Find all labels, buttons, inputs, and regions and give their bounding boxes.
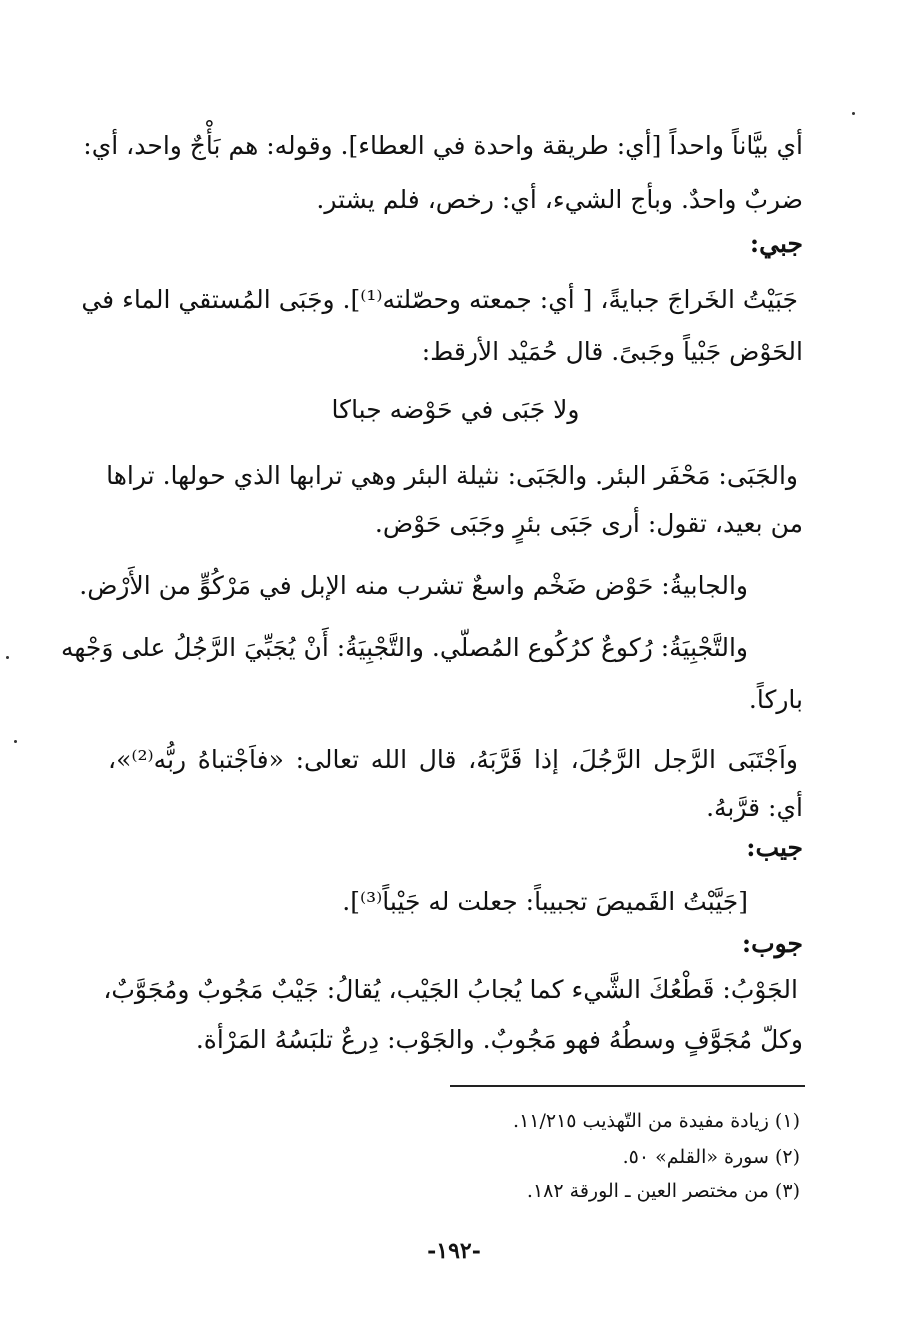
- footnote-separator: [450, 1085, 805, 1087]
- scan-speck: [852, 112, 855, 115]
- text-line: جَبَيْتُ الخَراجَ جبايةً، [ أي: جمعته وحصّلته⁽¹⁾]. وجَبَى المُستقي الماء في: [81, 285, 798, 314]
- entry-heading: جوب:: [741, 929, 803, 958]
- scan-speck: [6, 656, 9, 659]
- footnote: (١) زيادة مفيدة من التّهذيب ١١/٢١٥.: [513, 1110, 800, 1132]
- scan-speck: [14, 740, 17, 743]
- text-line: من بعيد، تقول: أرى جَبَى بئرٍ وجَبَى حَوْض.: [374, 509, 803, 538]
- text-line: والتَّجْبِيَةُ: رُكوعٌ كرُكُوع المُصلّي. والتَّجْبِيَةُ: أَنْ يُجَبِّيَ الرَّجُلُ على وَجْهه: [61, 633, 748, 662]
- text-line: أي بيَّاناً واحداً [أي: طريقة واحدة في العطاء]. وقوله: هم بَأْجٌ واحد، أي:: [83, 131, 803, 160]
- text-line: ضربٌ واحدٌ. وبأج الشيء، أي: رخص، فلم يشتر.: [316, 185, 803, 214]
- text-line: [جَيَّبْتُ القَميصَ تجبيباً: جعلت له جَيْباً⁽³⁾].: [342, 887, 748, 916]
- text-line: الحَوْض جَبْياً وجَبىً. قال حُمَيْد الأرقط:: [421, 337, 803, 366]
- entry-heading: جيب:: [746, 833, 803, 862]
- text-line: والجابيةُ: حَوْض ضَخْم واسعٌ تشرب منه الإبل في مَرْكُوٍّ من الأَرْض.: [79, 571, 748, 600]
- footnote: (٣) من مختصر العين ـ الورقة ١٨٢.: [526, 1180, 800, 1202]
- text-line: واَجْتَبَى الرَّجل الرَّجُلَ، إذا قَرَّبَهُ، قال الله تعالى: «فاَجْتباهُ ربُّه⁽²⁾»،: [108, 745, 798, 774]
- entry-heading: جبي:: [749, 229, 803, 258]
- footnote: (٢) سورة «القلم» ٥٠.: [622, 1146, 800, 1168]
- text-line: الجَوْبُ: قَطْعُكَ الشَّيء كما يُجابُ الجَيْب، يُقالُ: جَيْبٌ مَجُوبٌ ومُجَوَّبٌ،: [103, 975, 798, 1004]
- text-line: باركاً.: [748, 685, 803, 714]
- text-line: وكلّ مُجَوَّفٍ وسطُهُ فهو مَجُوبٌ. والجَوْب: دِرعٌ تلبَسُهُ المَرْأة.: [195, 1025, 803, 1054]
- text-line: والجَبَى: مَحْفَر البئر. والجَبَى: نثيلة البئر وهي ترابها الذي حولها. تراها: [106, 461, 798, 490]
- text-line: أي: قرَّبهُ.: [706, 793, 803, 822]
- page-number: -١٩٢-: [427, 1238, 481, 1264]
- verse-line: ولا جَبَى في حَوْضه جباكا: [331, 395, 580, 424]
